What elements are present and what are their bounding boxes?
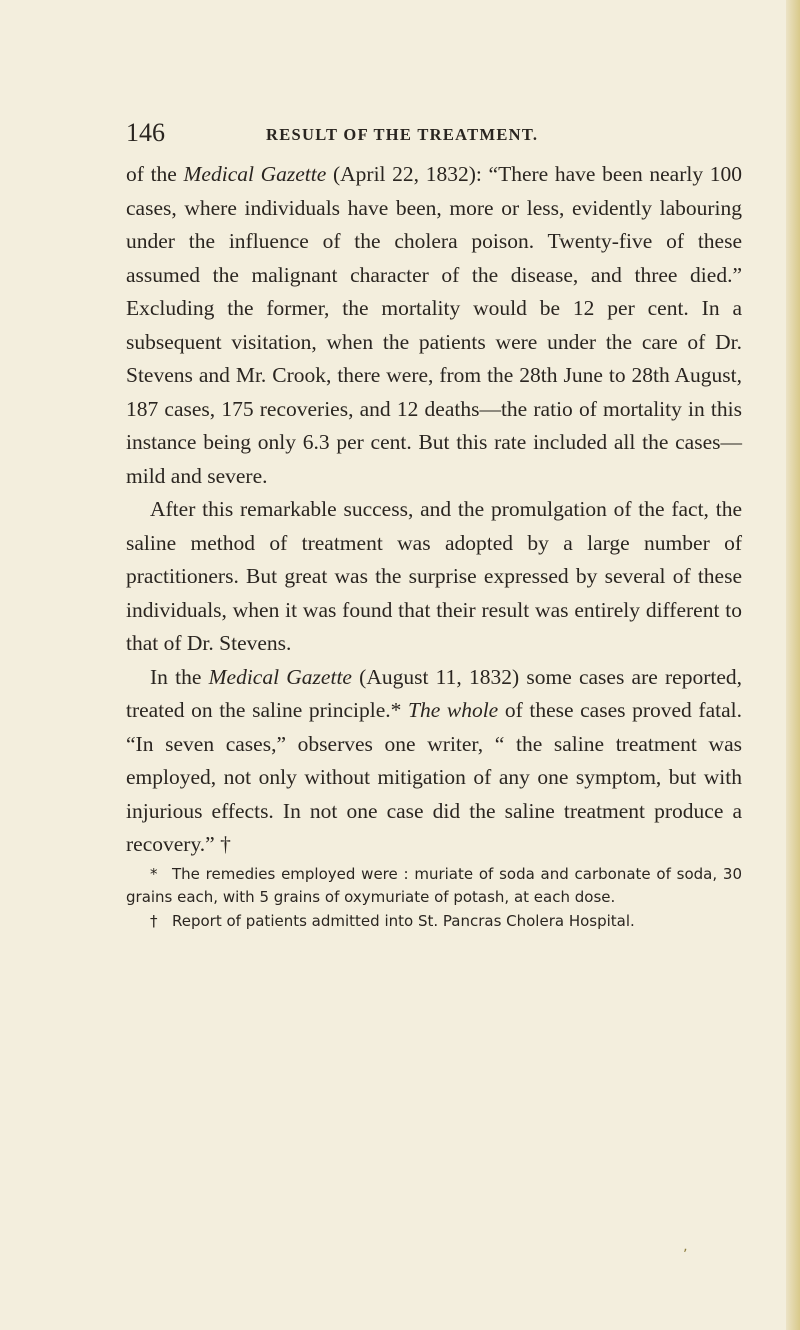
paper-fleck: ʼ bbox=[683, 1247, 688, 1263]
footnote-marker: † bbox=[150, 911, 158, 930]
footnote-2: † Report of patients admitted into St. Pancras Cholera Hospital. bbox=[126, 910, 742, 934]
footnote-marker: * bbox=[150, 864, 158, 883]
emphasis: The whole bbox=[408, 698, 499, 722]
footnotes bbox=[126, 863, 742, 934]
paragraph-1: of the Medical Gazette (April 22, 1832): “There have been nearly 100 cases, where individuals have been, more or less, evidently labouring under the influence of the cholera poison. Twenty-five of these assumed the malignant character of the disease, and three died.” Excluding the former, the mortality would be 12 per cent. In a subsequent visitation, when the patients were under the care of Dr. Stevens and Mr. Crook, there were, from the 28th June to 28th August, 187 cases, 175 recoveries, and 12 deaths—the ratio of mortality in this instance being only 6.3 per cent. But this rate included all the cases—mild and severe. bbox=[126, 162, 742, 488]
running-head: RESULT OF THE TREATMENT. bbox=[266, 125, 539, 144]
footnote-1: * The remedies employed were : muriate of soda and carbonate of soda, 30 grains each, with 5 grains of oxymuriate of potash, at each dose. bbox=[126, 864, 742, 906]
paragraph-2: After this remarkable success, and the promulgation of the fact, the saline method of treatment was adopted by a large number of practitioners. But great was the surprise expressed by several of these individuals, when it was found that their result was entirely different to that of Dr. Stevens. bbox=[126, 497, 742, 655]
paragraph-3: In the Medical Gazette (August 11, 1832) some cases are reported, treated on the saline principle.* The whole of these cases proved fatal. “In seven cases,” observes one writer, “ the saline treatment was employed, not only without mitigation of any one symptom, but with injurious effects. In not one case did the saline treatment produce a recovery.” † bbox=[126, 664, 742, 856]
publication-title: Medical Gazette bbox=[208, 664, 352, 689]
page-header bbox=[126, 118, 746, 152]
page-number: 146 bbox=[126, 118, 165, 147]
page-edge bbox=[786, 0, 800, 1330]
publication-title: Medical Gazette bbox=[183, 162, 327, 186]
body-text bbox=[126, 158, 742, 933]
